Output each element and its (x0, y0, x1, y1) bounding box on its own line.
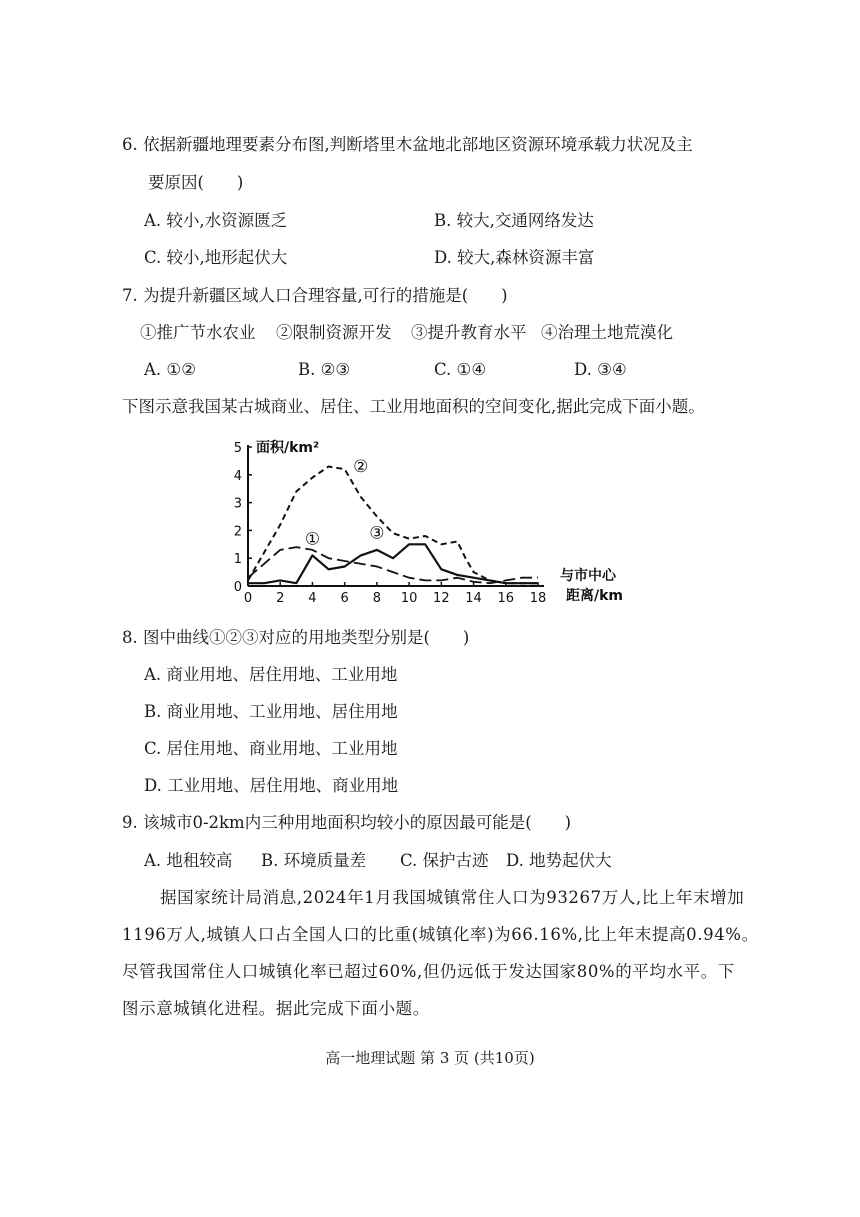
q6-option-c: C. 较小,地形起伏大 (144, 248, 288, 267)
q8-stem: 8. 图中曲线①②③对应的用地类型分别是( ) (122, 628, 470, 647)
x-tick-label: 16 (497, 591, 515, 606)
chart-axes (248, 445, 544, 586)
x-tick-label: 14 (465, 591, 482, 606)
q6-stem-line2: 要原因( ) (148, 173, 244, 192)
q8-option-c: C. 居住用地、商业用地、工业用地 (144, 739, 398, 758)
y-tick-label: 4 (233, 468, 242, 484)
chart-xlabel-line2: 距离/km (566, 588, 624, 604)
chart-ylabel: 面积/km² (256, 440, 320, 456)
q9-option-c: C. 保护古迹 (400, 851, 489, 870)
chart-curve-labels (305, 457, 385, 549)
y-tick-label: 3 (233, 496, 242, 512)
q8-option-a: A. 商业用地、居住用地、工业用地 (144, 665, 398, 684)
q8-option-b: B. 商业用地、工业用地、居住用地 (144, 702, 398, 721)
y-tick-label: 5 (233, 441, 242, 456)
y-tick-label: 2 (233, 524, 242, 540)
passage-line2: 1196万人,城镇人口占全国人口的比重(城镇化率)为66.16%,比上年末提高0.94%。 (122, 925, 759, 944)
q9-option-d: D. 地势起伏大 (506, 851, 612, 870)
series-line-2 (248, 467, 538, 584)
intro-8-9: 下图示意我国某古城商业、居住、工业用地面积的空间变化,据此完成下面小题。 (122, 397, 705, 416)
y-tick-label: 0 (233, 580, 242, 595)
q9-stem: 9. 该城市0-2km内三种用地面积均较小的原因最可能是( ) (122, 813, 572, 832)
q7-option-a: A. ①② (144, 360, 196, 379)
x-tick-label: 2 (276, 591, 285, 606)
land-use-area-chart (228, 436, 648, 608)
q9-option-b: B. 环境质量差 (261, 851, 367, 870)
q7-measure-1: ①推广节水农业 (140, 323, 256, 342)
q7-option-c: C. ①④ (434, 360, 487, 379)
q6-option-a: A. 较小,水资源匮乏 (144, 211, 288, 230)
curve-label-3: ③ (369, 523, 385, 544)
q6-option-d: D. 较大,森林资源丰富 (434, 248, 595, 267)
q7-measure-3: ③提升教育水平 (411, 323, 527, 342)
q6-option-b: B. 较大,交通网络发达 (434, 211, 594, 230)
x-tick-label: 0 (243, 591, 253, 606)
passage-line1: 据国家统计局消息,2024年1月我国城镇常住人口为93267万人,比上年末增加 (160, 888, 745, 907)
q7-option-b: B. ②③ (298, 360, 351, 379)
q6-stem-line1: 6. 依据新疆地理要素分布图,判断塔里木盆地北部地区资源环境承载力状况及主 (122, 135, 693, 154)
y-tick-label: 1 (233, 552, 242, 568)
chart-series (248, 467, 538, 584)
chart-xlabel-line1: 与市中心 (560, 568, 616, 584)
x-tick-label: 12 (433, 591, 450, 606)
q7-measure-4: ④治理土地荒漠化 (541, 323, 673, 342)
q7-stem: 7. 为提升新疆区域人口合理容量,可行的措施是( ) (122, 286, 508, 305)
q9-option-a: A. 地租较高 (144, 851, 233, 870)
x-tick-label: 18 (529, 591, 547, 606)
series-line-3 (248, 544, 538, 583)
curve-label-1: ① (304, 529, 321, 550)
curve-label-2: ② (353, 457, 369, 478)
x-tick-label: 10 (400, 591, 418, 606)
x-tick-label: 4 (308, 591, 317, 606)
x-tick-label: 6 (340, 591, 349, 606)
series-line-1 (248, 547, 538, 583)
q7-measure-2: ②限制资源开发 (276, 323, 392, 342)
passage-line3: 尽管我国常住人口城镇化率已超过60%,但仍远低于发达国家80%的平均水平。下 (122, 962, 735, 981)
x-tick-label: 8 (372, 591, 382, 606)
passage-line4: 图示意城镇化进程。据此完成下面小题。 (122, 999, 430, 1018)
page-footer: 高一地理试题 第 3 页 (共10页) (325, 1049, 535, 1067)
q8-option-d: D. 工业用地、居住用地、商业用地 (144, 776, 399, 795)
q7-option-d: D. ③④ (574, 360, 627, 379)
